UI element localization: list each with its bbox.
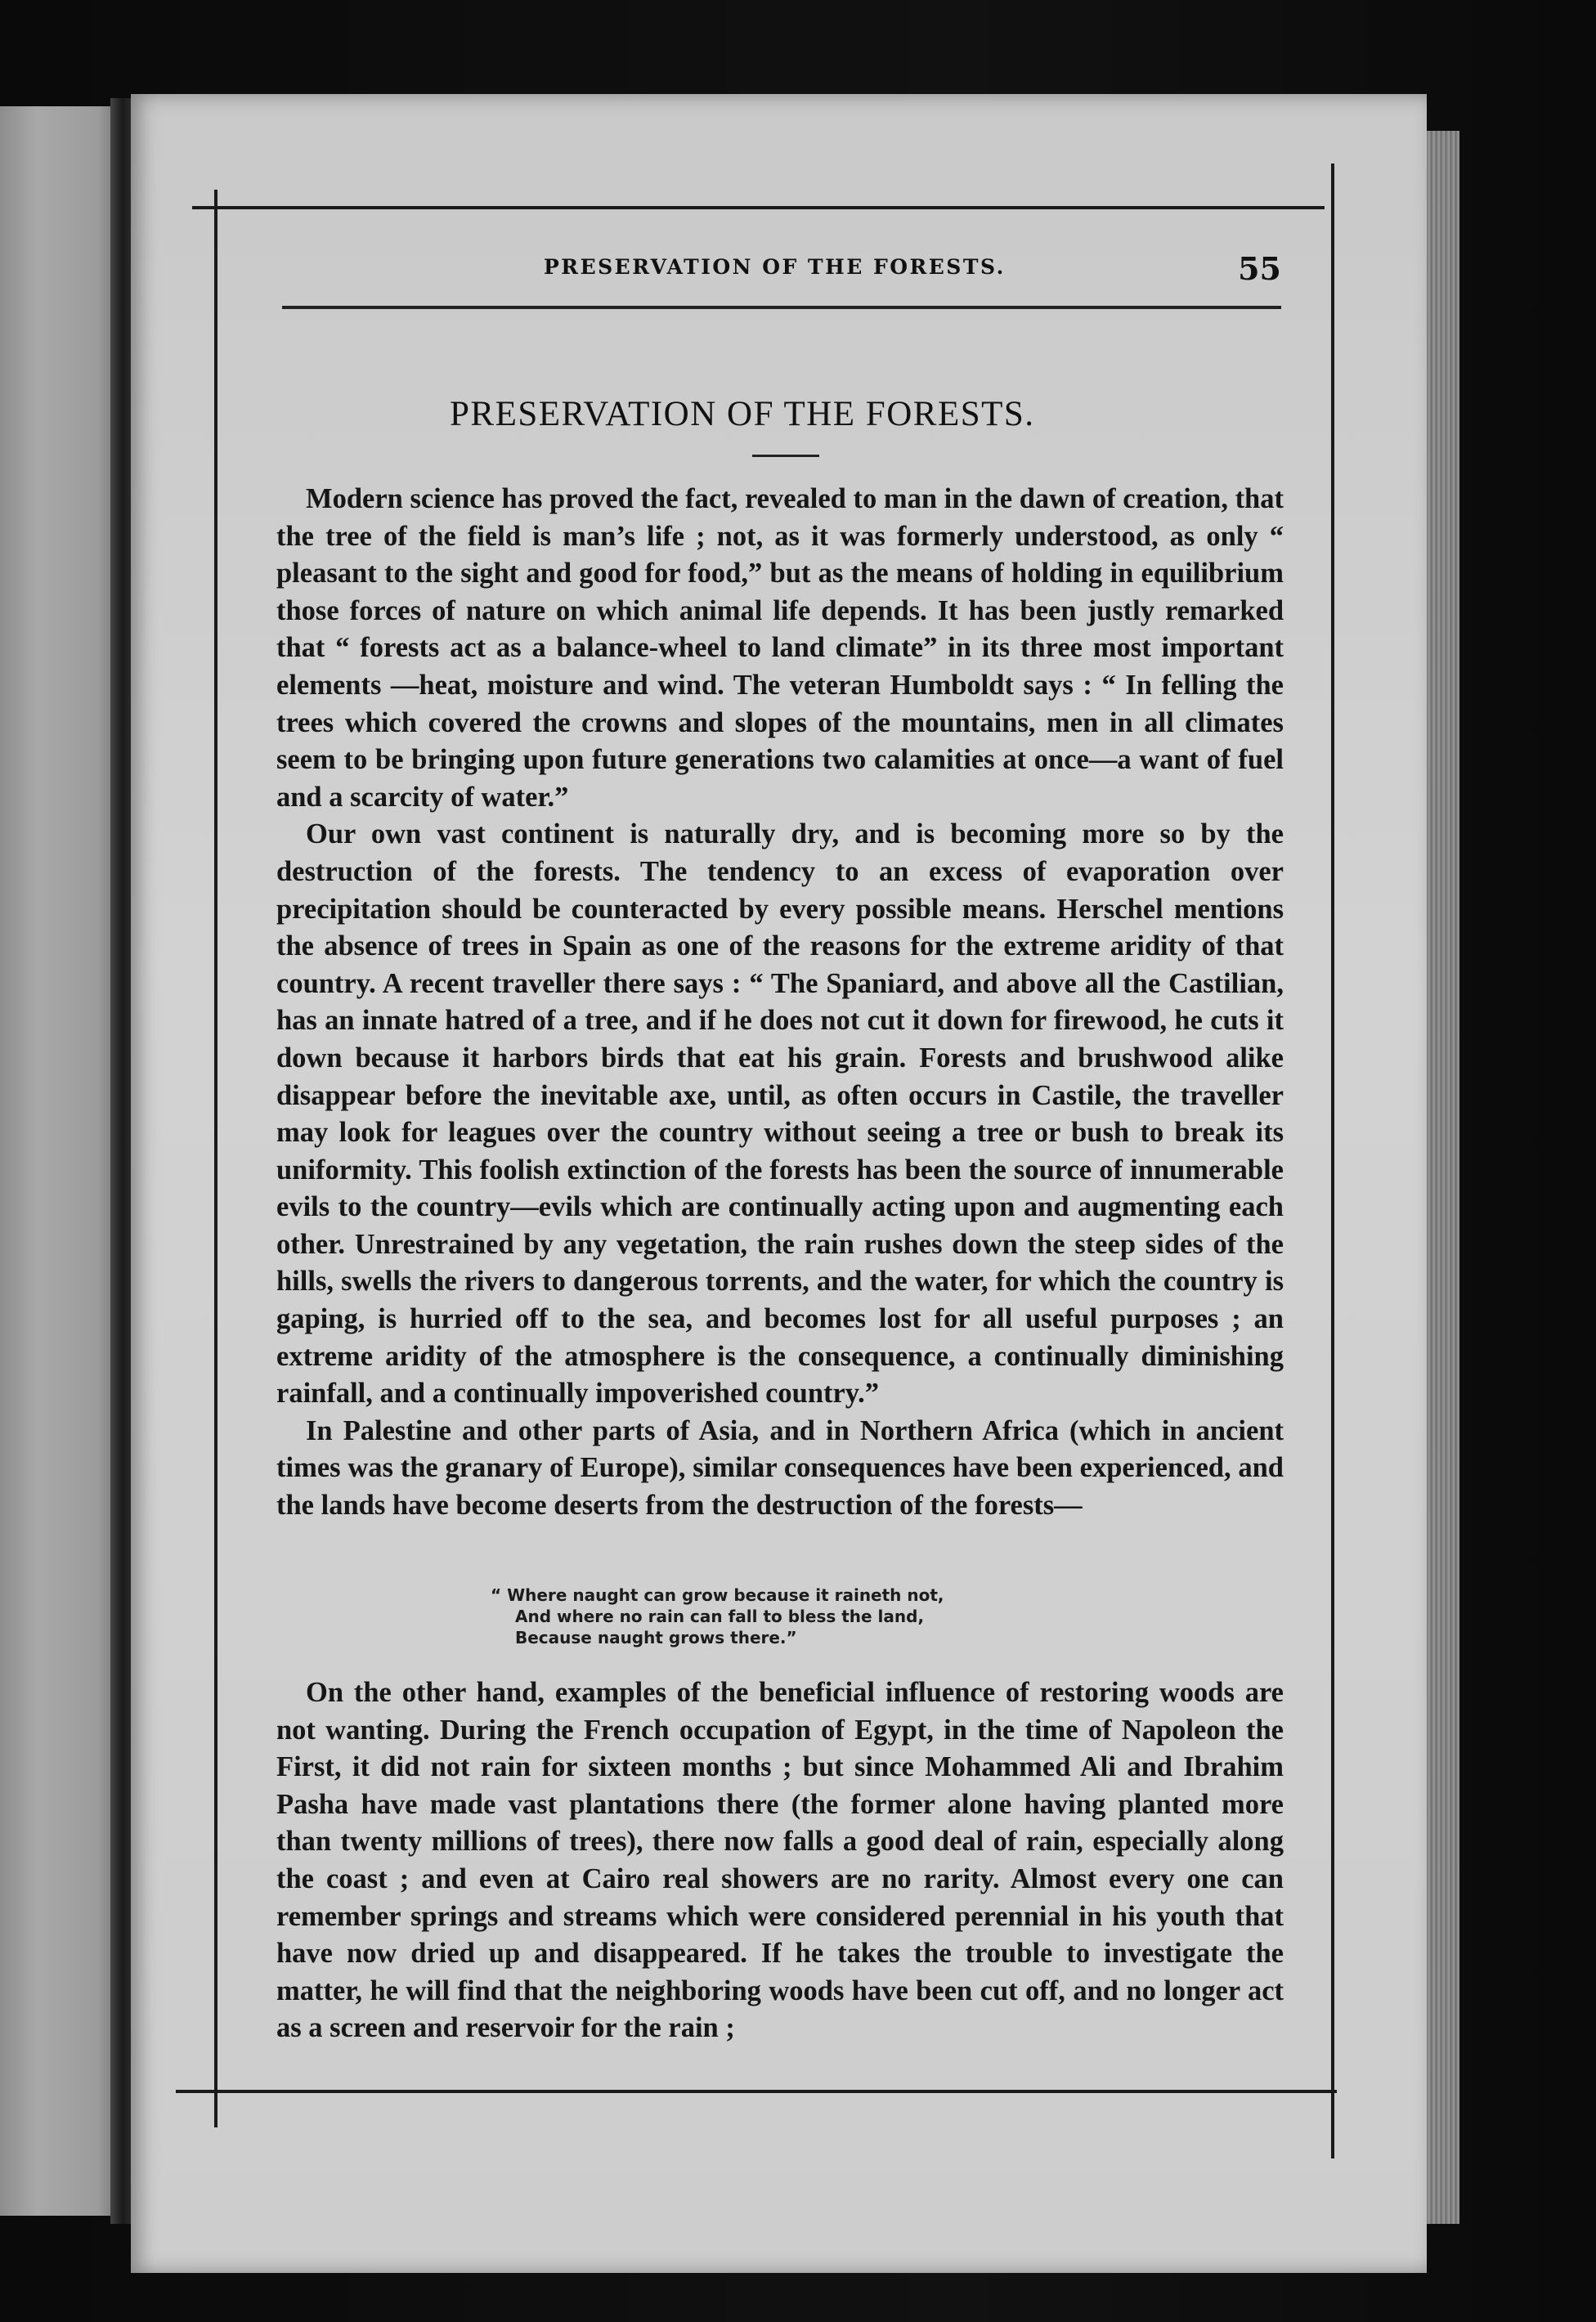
article-body-continued bbox=[276, 1674, 1284, 2047]
paragraph: Our own vast continent is naturally dry, and is becoming more so by the destruction of the forests. The tendency to an excess of evaporation over precipitation should be counteracted by every possible means. Herschel mentions the absence of trees in Spain as one of the reasons for the extreme aridity of that country. A recent traveller there says : “ The Spaniard, and above all the Castilian, has an innate hatred of a tree, and if he does not cut it down for firewood, he cuts it down because it harbors birds that eat his grain. Forests and brushwood alike disappear before the inevitable axe, until, as often occurs in Castile, the traveller may look for leagues over the country without seeing a tree or bush to break its uniformity. This foolish extinction of the forests has been the source of innumerable evils to the country—evils which are continually acting upon and augmenting each other. Unrestrained by any vegetation, the rain rushes down the steep sides of the hills, swells the rivers to dangerous torrents, and the water, for which the country is gaping, is hurried off to the sea, and becomes lost for all useful purposes ; an extreme aridity of the atmosphere is the consequence, a continually diminishing rainfall, and a continually impoverished country.” bbox=[276, 818, 1284, 1410]
verse-line: “ Where naught can grow because it raineth not, bbox=[491, 1585, 944, 1605]
running-header-title: PRESERVATION OF THE FORESTS. bbox=[544, 255, 1006, 279]
verse-quotation bbox=[491, 1585, 1145, 1648]
paragraph: On the other hand, examples of the beneficial influence of restoring woods are not wanting. During the French occupation of Egypt, in the time of Napoleon the First, it did not rain for sixteen months ; but since Mohammed Ali and Ibrahim Pasha have made vast plantations there (the former alone having planted more than twenty millions of trees), there now falls a good deal of rain, especially along the coast ; and even at Cairo real showers are no rarity. Almost every one can remember springs and streams which were considered perennial in his youth that have now dried up and disappeared. If he takes the trouble to investigate the matter, he will find that the neighboring woods have been cut off, and no longer act as a screen and reservoir for the rain ; bbox=[276, 1677, 1284, 2044]
running-header bbox=[282, 250, 1281, 293]
verse-line: And where no rain can fall to bless the land, bbox=[515, 1607, 925, 1626]
page-number: 55 bbox=[1238, 250, 1281, 287]
paragraph: In Palestine and other parts of Asia, and in Northern Africa (which in ancient times was the granary of Europe), similar consequences have been experienced, and the lands have become deserts from the destruction of the forests— bbox=[276, 1414, 1284, 1522]
paragraph: Modern science has proved the fact, revealed to man in the dawn of creation, that the tree of the field is man’s life ; not, as it was formerly understood, as only “ pleasant to the sight and good for food,” but as the means of holding in equilibrium those forces of nature on which animal life depends. It has been justly remarked that “ forests act as a balance-wheel to land climate” in its three most important elements —heat, moisture and wind. The veteran Humboldt says : “ In felling the trees which covered the crowns and slopes of the mountains, men in all climates seem to be bringing upon future generations two calamities at once—a want of fuel and a scarcity of water.” bbox=[276, 483, 1284, 813]
frame-rule-right bbox=[1331, 164, 1334, 2158]
verse-line: Because naught grows there.” bbox=[515, 1628, 797, 1647]
article-title bbox=[0, 394, 1521, 434]
frame-rule-left bbox=[214, 190, 217, 2127]
frame-rule-bottom bbox=[176, 2090, 1337, 2093]
article-title-text: PRESERVATION OF THE FORESTS. bbox=[450, 395, 1035, 433]
page-stack-edge bbox=[1427, 131, 1459, 2224]
title-divider bbox=[752, 455, 819, 457]
frame-rule-top bbox=[192, 206, 1325, 209]
article-body bbox=[276, 481, 1284, 1525]
header-rule bbox=[282, 306, 1281, 309]
